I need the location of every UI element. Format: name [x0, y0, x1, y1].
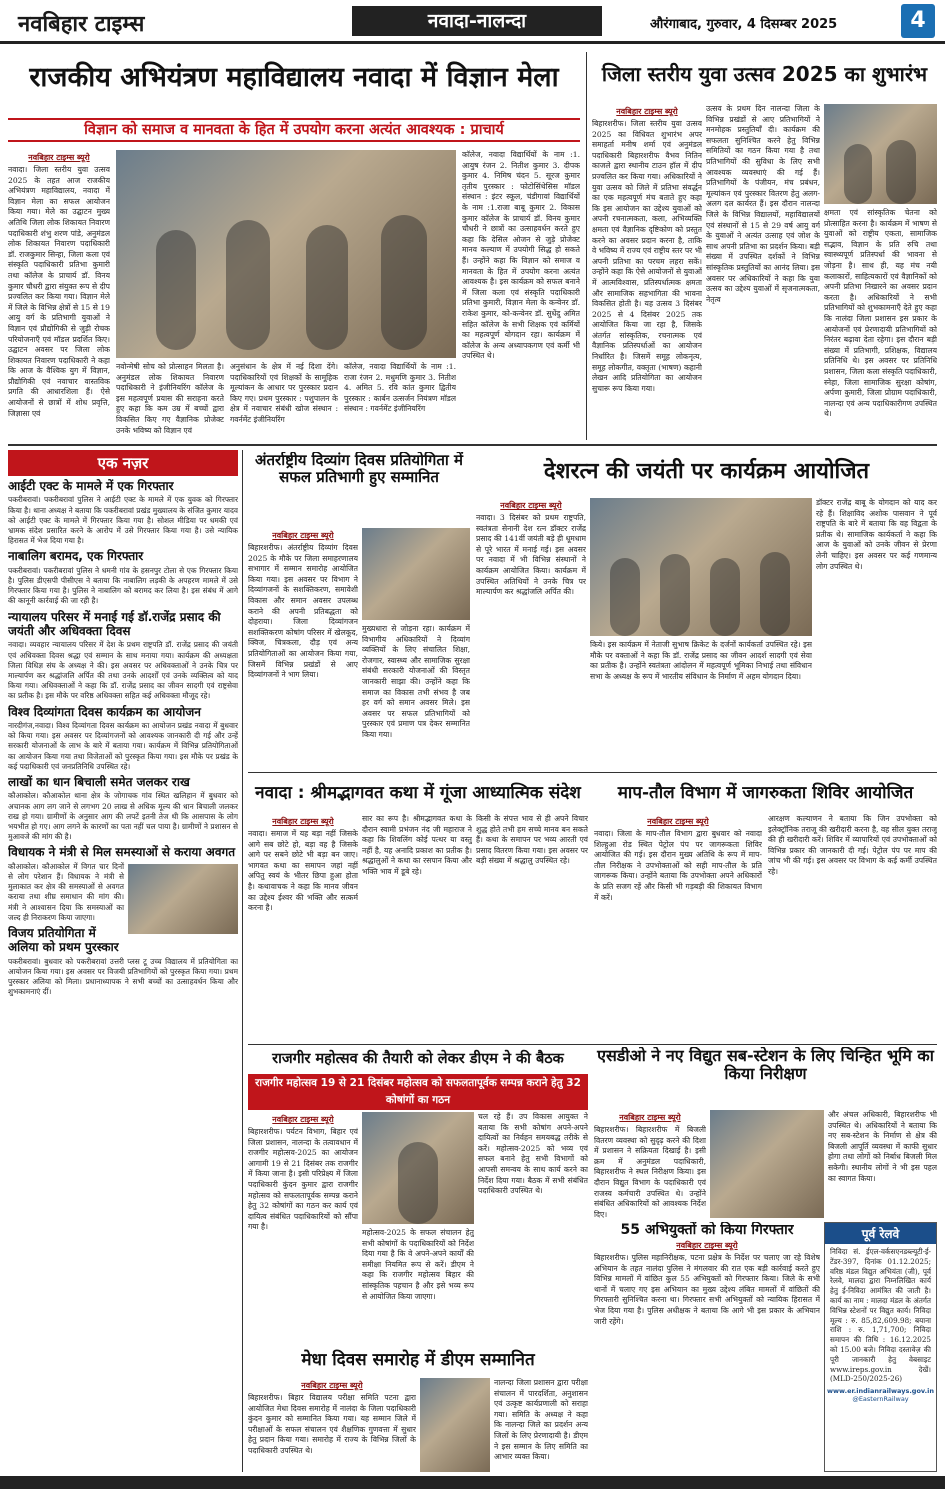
photo-figure — [844, 144, 872, 204]
ek-nazar-body: कौआकोल। कौआकोल थाना क्षेत्र के जोगाचक गांव स्थित खलिहान में बुधवार को अचानक आग लग जाने से लगभग 20 लाख से अधिक मूल्य की धान बिचाली जलकर राख हो गया। ग्रामीणों के अनुसार आग की लपटें इतनी तेज थी कि आसपास के लोग भयभीत हो गए। आग लगने के कारणों का पता नहीं चल पाया है। ग्रामीणों ने प्रशासन से मुआवजे की मांग की है। — [8, 791, 238, 842]
medha-text-1: बिहारशरीफ। बिहार विद्यालय परीक्षा समिति पटना द्वारा आयोजित मेधा दिवस समारोह में नालंदा के जिला पदाधिकारी कुंदन कुमार को सम्मानित किया गया। यह सम्मान जिले में परीक्षाओं के सफल संचालन एवं शैक्षणिक गुणवत्ता में सुधार हेतु प्रदान किया गया। समारोह में राज्य के विभिन्न जिलों के पदाधिकारी उपस्थित थे। — [248, 1393, 416, 1455]
rajgir-col-2 — [478, 1112, 588, 1342]
rajgir-byline: नवबिहार टाइम्स ब्यूरो — [272, 1115, 334, 1124]
divyang-headline-box — [248, 452, 470, 528]
lead-text-4: कॉलेज, नवादा विद्यार्थियों के नाम :1. राजा रंजन 2. मधुमणि कुमार 3. नितीश 4. अमित 5. रवि कांत कुमार द्वितीय पुरस्कार : कार्बन उत्सर्जन नियंत्रण मॉडल संस्थान : गवर्नमेंट इंजीनियरिंग — [344, 362, 456, 414]
dateline: औरंगाबाद, गुरुवार, 4 दिसम्बर 2025 — [650, 17, 838, 32]
photo-figure — [226, 220, 270, 350]
naptol-text-1: नवादा। जिला के माप-तौल विभाग द्वारा बुधवार को नवादा शिल्हुआ रोड स्थित पेट्रोल पंप पर जागरूकता शिविर आयोजित की गई। इस दौरान मुख्य अतिथि के रूप में माप-तौल निरीक्षक ने उपभोक्ताओं को सही माप-तौल के प्रति जागरूक किया। उन्होंने बताया कि उपभोक्ता अपने अधिकारों के प्रति सजग रहें और किसी भी गड़बड़ी की शिकायत विभाग में करें। — [594, 829, 762, 902]
yuva-byline: नवबिहार टाइम्स ब्यूरो — [616, 107, 678, 116]
yuva-headline: जिला स्तरीय युवा उत्सव 2025 का शुभारंभ — [601, 62, 928, 86]
bhagwat-text-3: किसी के संपत्त भाव से ही अपने विचार शुद्ध होते तभी हम सच्चे मानव बन सकते हैं। कथा के समापन पर भव्य आरती एवं प्रसाद वितरण किया गया। इस अवसर पर बड़ी संख्या में श्रद्धालु उपस्थित रहे। — [476, 814, 588, 866]
divyang-text-2: मुख्यधारा से जोड़ना रहा। कार्यक्रम में विभागीय अधिकारियों ने दिव्यांग व्यक्तियों के लिए संचालित शिक्षा, रोजगार, स्वास्थ्य और सामाजिक सुरक्षा संबंधी सरकारी योजनाओं की विस्तृत जानकारी साझा की। उन्होंने कहा कि समाज का विकास तभी संभव है जब हर वर्ग को समान अवसर मिले। इस अवसर पर सफल प्रतिभागियों को पुरस्कार एवं प्रमाण पत्र देकर सम्मानित किया गया। — [362, 624, 470, 739]
naptol-col-1 — [594, 814, 762, 1040]
naptol-byline: नवबिहार टाइम्स ब्यूरो — [647, 817, 709, 826]
arrest55-headline: 55 अभियुक्तों को किया गिरफ्तार — [620, 1222, 794, 1238]
rajgir-headline: राजगीर महोत्सव की तैयारी को लेकर डीएम ने की बैठक — [272, 1051, 564, 1067]
divyang-byline: नवबिहार टाइम्स ब्यूरो — [272, 531, 334, 540]
ek-nazar-item — [8, 479, 238, 546]
divyang-col-2 — [362, 624, 470, 768]
lead-col-1 — [8, 150, 110, 440]
yuva-col-2 — [706, 104, 820, 440]
lead-byline: नवबिहार टाइम्स ब्यूरो — [28, 153, 90, 162]
rajgir-text-2: चल रहे हैं। उप विकास आयुक्त ने बताया कि सभी कोषांग अपने-अपने दायित्वों का निर्वहन समयबद्ध तरीके से करें। महोत्सव-2025 को भव्य एवं सफल बनाने हेतु सभी विभागों को आपसी समन्वय के साथ कार्य करने का निर्देश दिया गया। बैठक में सभी संबंधित पदाधिकारी उपस्थित थे। — [478, 1112, 588, 1196]
yuva-headline-box — [592, 52, 937, 100]
ek-nazar-title: विजय प्रतियोगिता में अलिया को प्रथम पुरस्कार — [8, 926, 119, 955]
lead-col-3 — [230, 362, 338, 440]
railway-ad-website: www.er.indianrailways.gov.in — [827, 1387, 934, 1396]
deshratna-photo — [590, 498, 812, 636]
section-rule — [248, 1044, 937, 1045]
bhagwat-col-1 — [248, 814, 358, 1040]
arrest55-byline: नवबिहार टाइम्स ब्यूरो — [676, 1241, 738, 1251]
naptol-headline: माप-तौल विभाग में जागरुकता शिविर आयोजित — [617, 783, 914, 803]
section-rule — [8, 444, 937, 446]
lead-text-3: अनुसंधान के क्षेत्र में नई दिशा देंगे। पदाधिकारियों एवं शिक्षकों के सामूहिक मूल्यांकन के आधार पर पुरस्कार प्रदान किए गए। प्रथम पुरस्कार : पशुपालन के क्षेत्र में नवाचार संबंधी खोज संस्थान : गवर्नमेंट इंजीनियरिंग — [230, 362, 338, 424]
sdo-photo — [710, 1110, 824, 1218]
railway-ad-label: पूर्व रेलवे — [825, 1223, 936, 1244]
photo-figure — [306, 225, 348, 350]
column-rule — [242, 450, 243, 1472]
medha-col-1 — [248, 1378, 416, 1472]
medha-photo — [420, 1378, 490, 1472]
divyang-headline: अंतर्राष्ट्रीय दिव्यांग दिवस प्रतियोगिता में सफल प्रतिभागी हुए सम्मानित — [255, 452, 463, 487]
deshratna-col-2 — [590, 640, 812, 768]
ek-nazar-body: पकरीबरावां। पकरीबरावां पुलिस ने धमनी गांव के हसनपुर टोला से एक गिरफ्तार किया है। पुलिस डीएसपी पीसीएस ने बताया कि नाबालिग लड़की के अपहरण मामले में उसे गिरफ्तार किया गया है। पुलिस ने नाबालिग को बरामद कर लिया है। इस संबंध में आगे की कानूनी कार्रवाई की जा रही है। — [8, 565, 238, 606]
ek-nazar-title: विश्व दिव्यांगता दिवस कार्यक्रम का आयोजन — [8, 704, 201, 719]
rajgir-headline-box — [248, 1047, 588, 1073]
ek-nazar-item — [8, 926, 238, 998]
yuva-text-1: बिहारशरीफ। जिला स्तरीय युवा उत्सव 2025 का विधिवत शुभारंभ अपर समाहर्ता मनीष शर्मा एवं अनुमंडल पदाधिकारी बिहारशरीफ वैभव नितिन काजले द्वारा स्थानीय टाउन हॉल में दीप प्रज्वलित कर किया गया। अधिकारियों ने युवा उत्सव को जिले में प्रतिभा संवर्द्धन का एक महत्वपूर्ण मंच बताते हुए कहा कि इस आयोजन का उद्देश्य युवाओं को अपनी रचनात्मकता, कला, अभिव्यक्ति क्षमता एवं वैज्ञानिक दृष्टिकोण को प्रस्तुत करने का अवसर प्रदान करना है, ताकि वे भविष्य में राज्य एवं राष्ट्रीय स्तर पर भी अपनी प्रतिभा का परचम लहरा सकें। उन्होंने कहा कि ऐसे आयोजनों से युवाओं में आत्मविश्वास, प्रतिस्पर्धात्मक क्षमता और सामाजिक सहभागिता की भावना विकसित होती है। यह उत्सव 3 दिसंबर 2025 से 4 दिसंबर 2025 तक आयोजित किया जा रहा है, जिसके अंतर्गत सांस्कृतिक, रचनात्मक एवं वैज्ञानिक प्रतिस्पर्धाओं का आयोजन निर्धारित है। जिसमें समूह लोकनृत्य, समूह लोकगीत, वक्तृता (भाषण) कहानी लेखन आदि प्रतियोगिता का आयोजन सुचारू रूप किया गया। — [592, 119, 702, 393]
ek-nazar-body: नारदीगंज,नवादा। विश्व दिव्यांगता दिवस कार्यक्रम का आयोजन प्रखंड नवादा में बुधवार को किया गया। इस अवसर पर दिव्यांगजनों को आवश्यक जानकारी दी गई और उन्हें सरकारी योजनाओं के लाभ के बारे में बताया गया। कार्यक्रम में विभिन्न प्रतियोगिताओं का आयोजन किया गया तथा विजेताओं को पुरस्कृत किया गया। इस मौके पर प्रखंड के कई पदाधिकारी एवं जनप्रतिनिधि उपस्थित रहे। — [8, 721, 238, 771]
bhagwat-headline-box — [248, 776, 588, 812]
medha-byline: नवबिहार टाइम्स ब्यूरो — [301, 1381, 363, 1390]
ek-nazar-title: लाखों का धान बिचाली समेत जलकर राख — [8, 775, 190, 790]
bhagwat-byline: नवबिहार टाइम्स ब्यूरो — [272, 817, 334, 826]
rajgir-photo — [362, 1112, 474, 1224]
railway-ad — [824, 1222, 937, 1472]
ek-nazar-title: नाबालिग बरामद, एक गिरफ्तार — [8, 549, 144, 564]
sdo-text-1: बिहारशरीफ। बिहारशरीफ में बिजली वितरण व्यवस्था को सुदृढ़ करने की दिशा में प्रशासन ने सक्रियता दिखाई है। इसी क्रम में अनुमंडल पदाधिकारी, बिहारशरीफ ने स्थल निरीक्षण किया। इस दौरान विद्युत विभाग के पदाधिकारी एवं राजस्व कर्मचारी उपस्थित थे। उन्होंने संबंधित अधिकारियों को आवश्यक निर्देश दिए। — [594, 1125, 706, 1218]
yuva-col-1 — [592, 104, 702, 440]
photo-figure — [886, 140, 916, 204]
masthead — [0, 0, 945, 44]
divyang-col-1 — [248, 528, 358, 768]
photo-figure — [760, 552, 790, 636]
lead-col-2 — [116, 362, 224, 440]
arrest55-text: बिहारशरीफ। पुलिस महानिरीक्षक, पटना प्रक्षेत्र के निर्देश पर चलाए जा रहे विशेष अभियान के तहत नालंदा पुलिस ने मंगलवार की रात एक बड़ी कार्रवाई करते हुए विभिन्न मामलों में वांछित कुल 55 अभियुक्तों को गिरफ्तार किया। जिले के सभी थानों में चलाए गए इस अभियान का मुख्य उद्देश्य लंबित मामलों में वांछितों की गिरफ्तारी सुनिश्चित करना था। गिरफ्तार सभी अभियुक्तों को न्यायिक हिरासत में भेज दिया गया है। पुलिस अधीक्षक ने बताया कि आगे भी इस प्रकार के अभियान जारी रहेंगे। — [594, 1253, 820, 1326]
ek-nazar-body: कौआकोल। कौआकोल में विगत चार दिनों से लोग परेशान हैं। विधायक ने मंत्री से मुलाकात कर क्षेत्र की समस्याओं से अवगत कराया तथा शीघ्र समाधान की मांग की। मंत्री ने आश्वासन दिया कि समस्याओं का जल्द ही निराकरण किया जाएगा। — [8, 861, 124, 922]
ek-nazar-item — [8, 705, 238, 772]
deshratna-text-3: डॉक्टर राजेंद्र बाबू के योगदान को याद कर रहे हैं। शिक्षाविद अशोक पासवान ने पूर्व राष्ट्रपति के बारे में बताया कि वह विद्वता के प्रतीक थे। सामाजिक कार्यकर्ता ने कहा कि आज के युवाओं को उनके जीवन से प्रेरणा लेनी चाहिए। इस अवसर पर कई गणमान्य लोग उपस्थित थे। — [816, 498, 937, 571]
ek-nazar-body: पकरीबरावां। बुधवार को पकरीबरावां उत्तरी प्लस टू उच्च विद्यालय में प्रतियोगिता का आयोजन किया गया। इस अवसर पर विजयी प्रतिभागियों को पुरस्कृत किया गया। प्रथम पुरस्कार अलिया को मिला। प्रधानाध्यापक ने सभी बच्चों का उत्साहवर्धन किया और शुभकामनाएं दीं। — [8, 956, 238, 997]
lead-text-2: नवोन्मेषी सोच को प्रोत्साहन मिलता है। अनुमंडल लोक शिकायत निवारण पदाधिकारी ने इंजीनियरिंग कॉलेज के इस महत्वपूर्ण प्रयास की सराहना करते हुए कहा कि कम उम्र में बच्चों द्वारा विकसित किए गए वैज्ञानिक प्रोजेक्ट उनके भविष्य को विज्ञान एवं — [116, 362, 224, 435]
lead-subhead: विज्ञान को समाज व मानवता के हित में उपयोग करना अत्यंत आवश्यक : प्राचार्य — [84, 122, 504, 138]
bhagwat-headline: नवादा : श्रीमद्भागवत कथा में गूंजा आध्यात्मिक संदेश — [255, 783, 581, 803]
lead-subhead-box — [8, 118, 580, 142]
lead-headline: राजकीय अभियंत्रण महाविद्यालय नवादा में विज्ञान मेला — [29, 62, 559, 93]
yuva-col-4 — [824, 208, 937, 440]
photo-figure — [710, 558, 740, 636]
deshratna-headline-box — [476, 452, 937, 496]
medha-text-2: नालन्दा जिला प्रशासन द्वारा परीक्षा संचालन में पारदर्शिता, अनुशासन एवं उत्कृष्ट कार्यप्रणाली को सराहा गया। समिति के अध्यक्ष ने कहा कि नालन्दा जिले का प्रदर्शन अन्य जिलों के लिए प्रेरणादायी है। डीएम ने इस सम्मान के लिए समिति का आभार व्यक्त किया। — [494, 1378, 588, 1462]
arrest55 — [594, 1222, 820, 1472]
ek-nazar-item — [8, 610, 238, 702]
deshratna-col-3 — [816, 498, 937, 768]
footer-bar — [0, 1476, 945, 1489]
rajgir-col-3 — [362, 1228, 474, 1342]
divyang-photo — [362, 528, 470, 620]
deshratna-col-1 — [476, 498, 586, 768]
rajgir-col-1 — [248, 1112, 358, 1342]
medha-col-2 — [494, 1378, 588, 1472]
sdo-headline-box — [594, 1047, 937, 1109]
railway-ad-body: निविदा सं. ईएल-वर्कसएनडब्ल्यूटी-ई-टेंडर-397, दिनांक 01.12.2025; वरिष्ठ मंडल विद्युत अभियंता (जी), पूर्व रेलवे, मालदा द्वारा निम्नलिखित कार्य हेतु ई-निविदा आमंत्रित की जाती है। कार्य का नाम : मालदा मंडल के अंतर्गत विभिन्न स्टेशनों पर विद्युत कार्य। निविदा मूल्य : रु. 85,82,609.98; बयाना राशि : रु. 1,71,700; निविदा समापन की तिथि : 16.12.2025 को 15.00 बजे। निविदा दस्तावेज़ की पूरी जानकारी हेतु वेबसाइट www.ireps.gov.in देखें। (MLD-250/2025-26) — [830, 1247, 931, 1384]
ek-nazar-item — [8, 549, 238, 606]
column-rule — [586, 52, 587, 440]
sdo-byline: नवबिहार टाइम्स ब्यूरो — [619, 1113, 681, 1122]
lead-text-1: नवादा। जिला स्तरीय युवा उत्सव 2025 के तहत आज राजकीय अभियंत्रण महाविद्यालय, नवादा में विज्ञान मेला का सफल आयोजन किया गया। मेले का उद्घाटन मुख्य अतिथि जिला लोक शिकायत निवारण पदाधिकारी शंभु शरण पांडे, अनुमंडल लोक शिकायत निवारण पदाधिकारी डॉ. राजकुमार सिन्हा, जिला कला एवं संस्कृति पदाधिकारी प्रतिभा कुमारी तथा कॉलेज के प्राचार्य डॉ. विनय कुमार चौधरी द्वारा संयुक्त रूप से दीप प्रज्वलित कर किया गया। विज्ञान मेले में जिले के विभिन्न क्षेत्रों से 15 से 19 आयु वर्ग के प्रतिभागी युवाओं ने विज्ञान एवं प्रौद्योगिकी से जुड़ी रोचक परियोजनाएँ एवं मॉडल प्रदर्शित किए। उद्घाटन अवसर पर जिला लोक शिकायत निवारण पदाधिकारी ने कहा कि आज के वैश्विक युग में विज्ञान, प्रौद्योगिकी एवं नवाचार वास्तविक प्रगति की आधारशिला हैं। ऐसे आयोजनों से छात्रों में शोध प्रवृत्ति, जिज्ञासा एवं — [8, 165, 110, 418]
bhagwat-text-2: सार का रूप है। श्रीमद्भागवत कथा के दौरान स्वामी प्रभंजन नंद जी महाराज ने कहा कि शिवलिंग कोई पत्थर या वस्तु नहीं है, यह अनादि प्रकाश का प्रतीक है। श्रद्धालुओं ने कथा का रसपान किया और भक्ति भाव में डूबे रहे। — [362, 814, 472, 876]
photo-figure — [381, 215, 427, 350]
divyang-text-1: बिहारशरीफ। अंतर्राष्ट्रीय दिव्यांग दिवस 2025 के मौके पर जिला समाहरणालय सभागार में सम्मान समारोह आयोजित किया गया। इस अवसर पर विभाग ने दिव्यांगजनों के सशक्तिकरण, समावेशी विकास और समान अवसर उपलब्ध कराने की अपनी प्रतिबद्धता को दोहराया। जिला दिव्यांगजन सशक्तिकरण कोषांग परिसर में खेलकूद, क्विज, चित्रकला, दौड़ एवं अन्य प्रतियोगिताओं का आयोजन किया गया, जिसमें विभिन्न प्रखंडों से आए दिव्यांगजनों ने भाग लिया। — [248, 543, 358, 680]
photo-figure — [610, 558, 640, 636]
yuva-text-2: उत्सव के प्रथम दिन नालन्दा जिला के विभिन्न प्रखंडों से आए प्रतिभागियों ने मनमोहक प्रस्तुतियाँ दी। कार्यक्रम की सफलता सुनिश्चित करने हेतु विभिन्न समितियों का गठन किया गया है तथा प्रतिभागियों की सुविधा के लिए सभी आवश्यक व्यवस्थाएं की गई हैं। प्रतिभागियों के पंजीयन, मंच प्रबंधन, मूल्यांकन एवं पुरस्कार वितरण हेतु अलग-अलग दल कार्यरत हैं। इस दौरान नालन्दा जिले के विभिन्न विद्यालयों, महाविद्यालयों एवं संस्थानों से 15 से 29 वर्ष आयु वर्ग के युवाओं ने अत्यंत उत्साह एवं जोश के साथ अपनी प्रतिभा का प्रदर्शन किया। बड़ी संख्या में उपस्थित दर्शकों ने विभिन्न सांस्कृतिक प्रस्तुतियों का आनंद लिया। इस अवसर पर अधिकारियों ने कहा कि युवा उत्सव का उद्देश्य युवाओं में सृजनात्मकता, नेतृत्व — [706, 104, 820, 304]
photo-figure — [398, 1142, 438, 1224]
ek-nazar-item — [8, 775, 238, 842]
naptol-text-2: आरक्षण कल्याणन ने बताया कि जिन उपभोक्ता को इलेक्ट्रॉनिक तराजू की खरीदारी करना है, वह सील युक्त तराजू की ही खरीदारी करें। शिविर में व्यापारियों एवं उपभोक्ताओं को विभिन्न प्रकार की जानकारी दी गई। पेट्रोल पंप पर माप की जांच भी की गई। इस अवसर पर विभाग के कई कर्मी उपस्थित रहे। — [768, 814, 937, 876]
sdo-col-2 — [828, 1110, 937, 1218]
ek-nazar-title: विधायक ने मंत्री से मिल समस्याओं से कराया अवगत — [8, 845, 236, 860]
sdo-col-1 — [594, 1110, 706, 1218]
lead-text-5: कॉलेज, नवादा विद्यार्थियों के नाम :1. आयुष रंजन 2. नितीश कुमार 3. दीपक कुमार 4. निमिष चंदन 5. सूरज कुमार तृतीय पुरस्कार : फोटोसिंथेसिस मॉडल संस्थान : इंटर स्कूल, चंडीगावां विद्यार्थियों के नाम :1.राजा बाबू कुमार 2. विकास कुमार कॉलेज के प्राचार्य डॉ. विनय कुमार चौधरी ने छात्रों का उत्साहवर्धन करते हुए कहा कि देसिल ओजन से जुड़े प्रोजेक्ट मानव कल्याण में उपयोगी सिद्ध हो सकते हैं। उन्होंने कहा कि विज्ञान को समाज व मानवता के हित में उपयोग करना अत्यंत आवश्यक है। इस कार्यक्रम को सफल बनाने में जिला कला एवं संस्कृति पदाधिकारी प्रतिभा कुमारी, विज्ञान मेला के कन्वेनर डॉ. राकेश कुमार, को-कन्वेनर डॉ. सुधेंदु अमित सहित कॉलेज के सभी शिक्षक एवं कर्मियों का महत्वपूर्ण योगदान रहा। कार्यक्रम में कॉलेज के अन्य अध्यापकगण एवं कर्मी भी उपस्थित थे। — [462, 150, 580, 361]
lead-col-5 — [462, 150, 580, 440]
photo-figure — [156, 230, 196, 350]
rajgir-subhead: राजगीर महोत्सव 19 से 21 दिसंबर महोत्सव को सफलतापूर्वक सम्पन्न कराने हेतु 32 कोषांगों का गठन — [248, 1074, 588, 1110]
deshratna-headline: देशरत्न की जयंती पर कार्यक्रम आयोजित — [543, 459, 870, 484]
ek-nazar-label: एक नज़र — [8, 450, 238, 476]
bhagwat-col-3 — [476, 814, 588, 1040]
ek-nazar-title: आईटी एक्ट के मामले में एक गिरफ्तार — [8, 479, 174, 493]
ek-nazar-photo — [128, 864, 238, 934]
yuva-photo — [824, 104, 937, 204]
ek-nazar-body: नवादा। व्यवहार न्यायालय परिसर में देश के प्रथम राष्ट्रपति डॉ. राजेंद्र प्रसाद की जयंती एवं अधिवक्ता दिवस श्रद्धा एवं सम्मान के साथ मनाया गया। कार्यक्रम की अध्यक्षता जिला विधिज्ञ संघ के अध्यक्ष ने की। इस अवसर पर अधिवक्ताओं ने उनके चित्र पर माल्यार्पण कर श्रद्धांजलि अर्पित की तथा उनके आदर्शों एवं उनके व्यक्तित्व को याद किया गया। अधिवक्ताओं ने कहा कि डॉ. राजेंद्र प्रसाद का जीवन सादगी एवं राष्ट्रसेवा का प्रतीक है। इस मौके पर वरिष्ठ अधिवक्ता सहित कई अधिवक्ता मौजूद रहे। — [8, 640, 238, 701]
railway-ad-handle: @EasternRailway — [852, 1395, 909, 1404]
photo-figure — [660, 554, 690, 636]
paper-name: नवबिहार टाइम्स — [18, 12, 145, 37]
deshratna-text-2: किये। इस कार्यक्रम में नेताजी सुभाष क्रिकेट के दर्जनों कार्यकर्ता उपस्थित रहे। इस मौके पर वक्ताओं ने कहा कि डॉ. राजेंद्र प्रसाद का जीवन आदर्श सादगी एवं सेवा का प्रतीक है। उन्होंने स्वतंत्रता आंदोलन में महत्वपूर्ण भूमिका निभाई तथा संविधान सभा के अध्यक्ष के रूप में भारतीय संविधान के निर्माण में अहम योगदान दिया। — [590, 640, 812, 681]
lead-headline-box — [8, 52, 580, 110]
rajgir-text-3: महोत्सव-2025 के सफल संचालन हेतु सभी कोषांगों के पदाधिकारियों को निर्देश दिया गया है कि वे अपने-अपने कार्यों की समीक्षा नियमित रूप से करें। डीएम ने कहा कि राजगीर महोत्सव बिहार की सांस्कृतिक पहचान है और इसे भव्य रूप से आयोजित किया जाएगा। — [362, 1228, 474, 1301]
lead-col-4 — [344, 362, 456, 440]
section-rule — [248, 772, 937, 773]
naptol-headline-box — [594, 776, 937, 812]
page-number: 4 — [901, 4, 935, 38]
ek-nazar-title: न्यायालय परिसर में मनाई गई डॉ.राजेंद्र प्रसाद की जयंती और अधिवक्ता दिवस — [8, 609, 221, 638]
section-tag: नवादा-नालन्दा — [352, 6, 602, 36]
deshratna-byline: नवबिहार टाइम्स ब्यूरो — [500, 501, 562, 510]
bhagwat-col-2 — [362, 814, 472, 1040]
yuva-text-4: क्षमता एवं सांस्कृतिक चेतना को प्रोत्साहित करना है। कार्यक्रम में भाषण से युवाओं को राष्ट्रीय एकता, सामाजिक सद्भाव, विज्ञान के प्रति रुचि तथा स्वास्थ्यपूर्ण प्रतिस्पर्धा की भावना से जोड़ना है। साथ ही, यह मंच नयी कलाकारों, साहित्यकारों एवं वैज्ञानिकों को अपनी प्रतिभा निखारने का अवसर प्रदान करता है। अधिकारियों ने सभी प्रतिभागियों को शुभकामनाएँ देते हुए कहा कि नालंदा जिला प्रशासन इस प्रकार के आयोजनों एवं प्रेरणादायी प्रतिभागियों को निरंतर बढ़ावा देता रहेगा। इस दौरान बड़ी संख्या में प्रतिभागी, प्रशिक्षक, विद्यालय प्रतिनिधि थे। इस अवसर पर प्रतिनिधि प्रशासन, जिला कला संस्कृति पदाधिकारी, स्नेहा, जिला सामाजिक सुरक्षा कोषांग, अर्पणा कुमारी, जिला प्रोग्राम पदाधिकारी, नालन्दा एवं अन्य पदाधिकारीगण उपस्थित थे। — [824, 208, 937, 419]
deshratna-text-1: नवादा। 3 दिसंबर को प्रथम राष्ट्रपति, स्वतंत्रता सेनानी देश रत्न डॉक्टर राजेंद्र प्रसाद की 141वीं जयंती बड़े ही धूमधाम से पूरे भारत में मनाई गई। इस अवसर पर नवादा में भी विभिन्न संस्थानों ने कार्यक्रम आयोजित किया। कार्यक्रम में उपस्थित अतिथियों ने उनके चित्र पर माल्यार्पण कर श्रद्धांजलि अर्पित की। — [476, 513, 586, 597]
lead-photo — [116, 150, 456, 358]
ek-nazar — [8, 450, 238, 1472]
medha-headline-box — [248, 1346, 588, 1376]
sdo-headline: एसडीओ ने नए विद्युत सब-स्टेशन के लिए चिन्हित भूमि का किया निरीक्षण — [597, 1047, 934, 1084]
ek-nazar-item — [8, 845, 238, 923]
bhagwat-text-1: नवादा। समाज में यह बड़ा नहीं जिसके आगे सब छोटे हो, बड़ा वह है जिसके आगे पर सबने छोटे भी बड़ा बन जाए। भागवत कथा का समापन जहां नहीं अपितु स्वयं के भीतर छिपा हुआ होता है। कथावाचक ने कहा कि मानव जीवन का उद्देश्य ईश्वर की भक्ति और सत्कर्म करना है। — [248, 829, 358, 913]
rajgir-text-1: बिहारशरीफ। पर्यटन विभाग, बिहार एवं जिला प्रशासन, नालन्दा के तत्वावधान में राजगीर महोत्सव-2025 का आयोजन आगामी 19 से 21 दिसंबर तक राजगीर में किया जाना है। इसी परिप्रेक्ष्य में जिला पदाधिकारी कुंदन कुमार द्वारा राजगीर महोत्सव को सफलतापूर्वक सम्पन्न कराने हेतु 32 कोषांगों का गठन कर कार्य एवं दायित्व संबंधित पदाधिकारियों को सौंपा गया है। — [248, 1127, 358, 1232]
medha-headline: मेधा दिवस समारोह में डीएम सम्मानित — [301, 1350, 535, 1370]
sdo-text-2: और अंचल अधिकारी, बिहारशरीफ भी उपस्थित थे। अधिकारियों ने बताया कि नए सब-स्टेशन के निर्माण से क्षेत्र की बिजली आपूर्ति व्यवस्था में काफी सुधार होगा तथा लोगों को निर्बाध बिजली मिल सकेगी। स्थानीय लोगों ने भी इस पहल का स्वागत किया। — [828, 1110, 937, 1183]
naptol-col-2 — [768, 814, 937, 1040]
ek-nazar-body: पकरीबरावां। पकरीबरावां पुलिस ने आईटी एक्ट के मामले में एक युवक को गिरफ्तार किया है। थाना अध्यक्ष ने बताया कि पकरीबरावां प्रखंड मुख्यालय के संजित कुमार यादव को आईटी एक्ट के मामले में गिरफ्तार किया गया है। सोशल मीडिया पर धमकी एवं भ्रामक संदेश प्रसारित करने के आरोप में उसे गिरफ्तार किया गया है। उसे न्यायिक हिरासत में भेज दिया गया है। — [8, 495, 238, 546]
